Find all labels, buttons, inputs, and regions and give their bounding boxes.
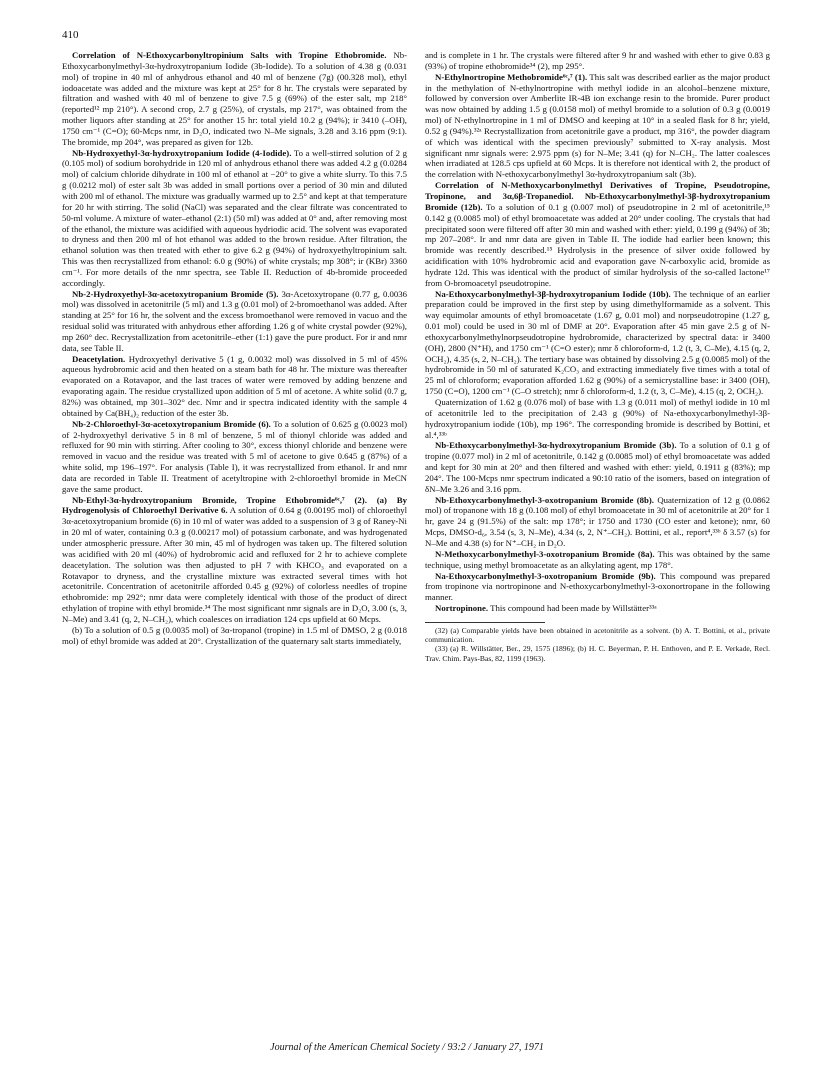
paragraph	[425, 495, 770, 549]
paragraph-text: 3α-Acetoxytropane (0.77 g, 0.0036 mol) was dissolved in acetonitrile (5 ml) and 1.3 g (0.01 mol) of 2-bromoethanol was added. After standing at 25° for 16 hr, the solvent and the excess bromoethanol were removed in vacuo and the residual solid was triturated with anhydrous ether affording 1.26 g of white crystal powder (92%), mp 260° dec. Recrystallization from acetonitrile–ether (1:1) gave the pure product. For ir and nmr data, see Table II.	[62, 288, 408, 353]
paragraph-text: A solution of 0.64 g (0.00195 mol) of chloroethyl 3α-acetoxytropanium bromide (6) in 10 ml of water was added to a suspension of 3 g of Raney-Ni in 20 ml of water, containing 0.3 g (0.00217 mol) of potassium carbonate, and was hydrogenated under atmospheric pressure. After 30 min, 45 ml of hydrogen was taken up. The filtered solution was acidified with 20 ml (40%) of hydrobromic acid and refluxed for 2 hr to achieve complete deacetylation. The solution was then adjusted to pH 7 with KHCO₃ and evaporated on a Rotavapor to dryness, and the crystalline mixture was extracted several times with hot acetonitrile. Concentration of acetonitrile afforded 0.45 g (92%) of colorless needles of tropine ethobromide: mp 292°; nmr data were completely identical with those of the product of direct ethylation of tropine with ethyl bromide.³⁴ The most significant nmr signals are in D₂O, 3.00 (s, 3, N–Me) and 3.41 (q, 2, N–CH₂), which coalesces on irradiation 124 cps upfield at 60 Mcps.	[62, 505, 407, 624]
paragraph	[425, 549, 770, 571]
paragraph	[62, 50, 407, 148]
paragraph	[62, 148, 407, 289]
paragraph-title: Correlation of N-Methoxycarbonylmethyl Derivatives of Tropine, Pseudotropine, Tropinone, and 3α,6β-Tropanediol. Nb-Ethoxycarbonylmethyl-3β-hydroxytropanium Bromide (12b).	[425, 180, 770, 212]
paragraph-text: This compound was prepared from tropinone via nortropinone and N-ethoxycarbonylmethyl-3-oxonortropane in the following manner.	[425, 570, 770, 603]
paragraph	[425, 50, 770, 72]
paragraph-title: Na-Ethoxycarbonylmethyl-3-oxotropanium Bromide (9b).	[435, 570, 656, 581]
paragraph	[425, 571, 770, 604]
paragraph-text: Quaternization of 1.62 g (0.076 mol) of base with 1.3 g (0.011 mol) of methyl iodide in 10 ml of acetonitrile led to the precipitation of 2.43 g (90%) of Na-ethoxycarbonylmethyl-3β-hydroxytropanium iodide (10b), mp 196°. The corresponding bromide is described by Bottini, et al.⁴,³³ᵇ	[425, 397, 770, 440]
paragraph-text: This compound had been made by Willstätter³³ᵃ	[490, 603, 657, 614]
paragraph	[62, 289, 407, 354]
footnote-divider	[425, 622, 545, 623]
paragraph-title: Nb-2-Chloroethyl-3α-acetoxytropanium Bromide (6).	[72, 418, 271, 429]
paragraph-text: and is complete in 1 hr. The crystals were filtered after 9 hr and washed with ether to give 0.83 g (93%) of tropine ethobromide³⁴ (2), mp 295°.	[425, 50, 770, 71]
paragraph	[425, 72, 770, 180]
paragraph	[62, 354, 407, 419]
paragraph	[62, 419, 407, 495]
paragraph-text: This salt was described earlier as the major product in the methylation of N-ethylnortropine with methyl iodide in an alcohol–benzene mixture, followed by conversion over Amberlite IR-4B ion exchange resin to the bromide. Purer product was now obtained by adding 1.5 g (0.0158 mol) of methyl bromide to a solution of 0.3 g (0.0019 mol) of N-ethylnortropine in 1 ml of DMSO and keeping at 10° in a sealed flask for 8 hr; yield, 0.52 g (94%).³²ᵃ Recrystallization from acetonitrile gave a product, mp 316°, the powder diagram of which was identical with the specimen previously⁷ submitted to X-ray analysis. Most significant nmr signals were: 2.975 ppm (s) for N–Me; 3.41 (q) for N–CH₂. The latter coalesces when irradiated at 128.5 cps upfield at 60 Mcps. It is therefore not identical with 2, the product of the correlation with N-ethoxycarbonylmethyl 3α-hydroxytropanium salt (3b).	[425, 71, 770, 180]
paragraph-title: Na-Ethoxycarbonylmethyl-3β-hydroxytropanium Iodide (10b).	[435, 288, 671, 299]
paragraph-text: The technique of an earlier preparation could be improved in the first step by using dimethylformamide as a solvent. This way equimolar amounts of ethyl bromoacetate (1.67 g, 0.01 mol) and norpseudotropine (1.27 g, 0.01 mol) could be used in 30 ml of DMF at 20°. Evaporation after 45 min gave 2.5 g of N-ethoxycarbonylmethylnorpseudotropine hydrobromide, characterized by spectral data: ir 3400 (OH), 2800 (N⁺H), and 1750 cm⁻¹ (C=O ester); nmr δ chloroform-d, 1.2 (t, 3, C–Me), 4.15 (q, 2, OCH₂), 4.35 (s, 2, N–CH₂). The tertiary base was obtained by dissolving 2.5 g (0.0085 mol) of the hydrobromide in 50 ml of saturated K₂CO₃ and extracting immediately five times with a total of 25 ml of chloroform; evaporation afforded 1.62 g (90%) of a semicrystalline base: ir 3400 (OH), 1750 (C=O), 1200 cm⁻¹ (C–O stretch); nmr δ chloroform-d, 1.2 (t, 3, C–Me), 4.15 (q, 2, OCH₂).	[425, 288, 770, 397]
paragraph-title: Nb-Ethyl-3α-hydroxytropanium Bromide, Tropine Ethobromide⁶ᶜ,⁷ (2). (a) By Hydrogenolysis of Chloroethyl Derivative 6.	[62, 494, 407, 516]
paragraph-text: Hydroxyethyl derivative 5 (1 g, 0.0032 mol) was dissolved in 5 ml of 45% aqueous hydrobromic acid and then heated on a steam bath for 48 hr. The mixture was thereafter evaporated on a Rotavapor, and the last traces of water were removed by adding benzene and evaporating again. The residue crystallized upon addition of 5 ml of acetone. A white solid (0.7 g, 82%) was obtained, mp 301–302° dec. Nmr and ir spectra indicated identity with the sample 4 obtained by Ca(BH₄)₂ reduction of the ester 3b.	[62, 353, 408, 418]
paragraph-title: Nb-Ethoxycarbonylmethyl-3α-hydroxytropanium Bromide (3b).	[435, 440, 677, 451]
paragraph	[425, 440, 770, 494]
paragraph	[425, 289, 770, 397]
paragraph-title: Nb-2-Hydroxyethyl-3α-acetoxytropanium Bromide (5).	[72, 288, 279, 299]
paragraph-text: Nb-Ethoxycarbonylmethyl-3α-hydroxytropanium Iodide (3b-Iodide). To a solution of 4.38 g (0.031 mol) of tropine in 40 ml of anhydrous ethanol and 40 ml of benzene (7g) (00.328 mol), ethyl iodoacetate was added and the mixture was kept at 25° for 8 hr. The crystals were separated by filtration and washed with 40 ml of benzene to give 7.5 g (69%) of the ester salt, mp 218° (reported¹² mp 210°). A second crop, 2.7 g (25%), of crystals, mp 217°, was obtained from the mother liquors after standing at 25° for another 15 hr: total yield 10.2 g (94%); ir 3410 (–OH), 1750 cm⁻¹ (C=O); 60-Mcps nmr, in D₂O, indicated two N–Me signals, 3.28 and 3.16 ppm (9:1). The bromide, mp 204°, was prepared as given for 12b.	[62, 50, 407, 147]
left-column	[62, 50, 407, 646]
paragraph-text: To a well-stirred solution of 2 g (0.105 mol) of sodium borohydride in 120 ml of anhydrous ethanol there was added 4.2 g (0.0284 mol) of calcium chloride dihydrate in 100 ml of ethanol at −20° to give a white slurry. To this 7.5 g (0.0212 mol) of ester salt 3b was added in small portions over a period of 30 min and diluted with 200 ml of ethanol. The mixture was gradually warmed up to 2.5° and kept at that temperature for 20 hr with stirring. The solid (NaCl) was separated and the clear filtrate was concentrated to 50-ml volume. A mixture of water–ethanol (2:1) (50 ml) was added at 0° and, after removing most of the ethanol, the mixture was acidified with aqueous hydriodic acid. The solvent was evaporated to dryness and then 200 ml of hot ethanol was added to the brown residue. After filtration, the ethanol solution was then treated with ether to give 6.2 g (94%) of hydroxyethyltropinium salt. This was then recrystallized from ethanol: 6.0 g (90%) of white crystals; mp 308°; ir (KBr) 3360 cm⁻¹. For more details of the nmr spectra, see Table II. Reduction of 4b-bromide proceeded accordingly.	[62, 147, 408, 288]
paragraph	[425, 180, 770, 288]
footnote: (32) (a) Comparable yields have been obtained in acetonitrile as a solvent. (b) A. T. Bottini, et al., private communication.	[425, 625, 770, 645]
footnote: (33) (a) R. Willstätter, Ber., 29, 1575 (1896); (b) H. C. Beyerman, P. H. Enthoven, and P. E. Verkade, Recl. Trav. Chim. Pays-Bas, 82, 1199 (1963).	[425, 644, 770, 663]
paragraph-text: To a solution of 0.1 g of tropine (0.077 mol) in 2 ml of acetonitrile, 0.142 g (0.0085 mol) of ethyl bromoacetate was added and kept for 30 min at 20° and then filtered and washed with ether: yield, 0.1911 g (83%); mp 204°. The 100-Mcps nmr spectrum indicated a 90:10 ratio of the isomers, based on integration of δN–Me 3.26 and 3.16 ppm.	[425, 440, 770, 494]
paragraph	[425, 397, 770, 440]
paragraph-text: (b) To a solution of 0.5 g (0.0035 mol) of 3α-tropanol (tropine) in 1.5 ml of DMSO, 2 g (0.018 mol) of ethyl bromide was added at 20°. Crystallization of the quaternary salt starts immediately,	[62, 624, 407, 646]
right-column	[425, 50, 770, 663]
journal-footer: Journal of the American Chemical Society / 93:2 / January 27, 1971	[270, 1042, 544, 1053]
paragraph-text: Quaternization of 12 g (0.0862 mol) of tropanone with 18 g (0.108 mol) of ethyl bromoacetate in 30 ml of acetonitrile at 20° for 1 hr, gave 24 g (91.5%) of the salt: mp 178°; ir 1750 and 1730 (CO ester and ketone); nmr, 60 Mcps, DMSO-d₆, 3.54 (s, 3, N–Me), 4.34 (s, 2, N⁺–CH₂). Bottini, et al., report⁴,³³ᵇ δ 3.57 (s) for N–Me and 4.38 (s) for N⁺–CH₂ in D₂O.	[425, 494, 770, 548]
paragraph-title: N-Methoxycarbonylmethyl-3-oxotropanium Bromide (8a).	[435, 548, 655, 559]
paragraph-title: Nb-Ethoxycarbonylmethyl-3-oxotropanium Bromide (8b).	[435, 494, 654, 505]
paragraph-title: Nortropinone.	[435, 603, 489, 614]
paragraph-title: Nb-Hydroxyethyl-3α-hydroxytropanium Iodide (4-Iodide).	[72, 147, 292, 158]
paragraph	[62, 625, 407, 647]
page-number: 410	[62, 29, 79, 41]
paragraph-title: Correlation of N-Ethoxycarbonyltropinium Salts with Tropine Ethobromide.	[72, 50, 387, 60]
paragraph-text: To a solution of 0.1 g (0.007 mol) of pseudotropine in 2 ml of acetonitrile,¹⁵ 0.142 g (0.0085 mol) of ethyl bromoacetate was added at 20° under cooling. The crystals that had precipitated soon were filtered off after 30 min and washed with ether: yield, 0.199 g (94%) of 3b; mp 207–208°. Ir and nmr data are given in Table II. The iodide had earlier been known; this bromide was recently described.¹⁵ Hydrolysis in the presence of silver oxide followed by acidification with 10% hydrobromic acid and evaporation gave N-carboxylic acid, bromide as hydrate 12d. This was identical with the product of similar hydrolysis of the so-called lactone¹⁷ from O-bromoacetyl pseudotropine.	[425, 201, 770, 288]
paragraph-text: This was obtained by the same technique, using methyl bromoacetate as an alkylating agent, mp 178°.	[425, 548, 770, 570]
paragraph	[62, 495, 407, 625]
paragraph-text: To a solution of 0.625 g (0.0023 mol) of 2-hydroxyethyl derivative 5 in 8 ml of benzene, 5 ml of thionyl chloride was added and refluxed for 90 min with stirring. After cooling to 30°, excess thionyl chloride and benzene were removed in vacuo and the residue was treated with 5 ml of acetone to give 0.645 g (87%) of a white solid, mp 196–197°. For analysis (Table I), it was recrystallized from ethanol. Ir and nmr data are recorded in Table II. Treatment of acetyltropine with 2-chloroethyl bromide in MeCN gave the same product.	[62, 418, 408, 494]
paragraph-title: Deacetylation.	[72, 353, 126, 364]
paragraph	[425, 603, 770, 614]
paragraph-title: N-Ethylnortropine Methobromide⁶ᶜ,⁷ (1).	[435, 71, 588, 82]
